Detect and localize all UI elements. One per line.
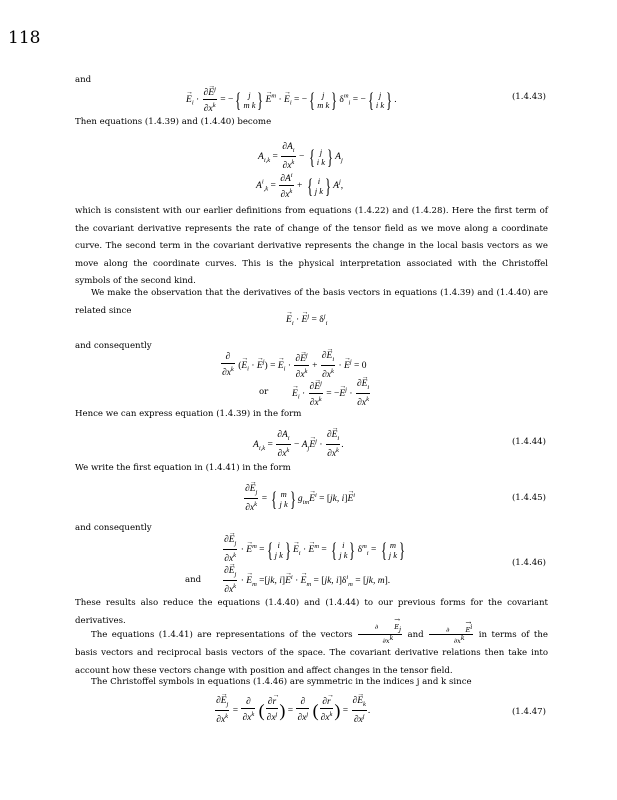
text-then: Then equations (1.4.39) and (1.4.40) become — [75, 117, 272, 127]
equation-number-45: (1.4.45) — [511, 493, 546, 503]
paragraph-symmetric: The Christoffel symbols in equations (1.4.46) are symmetric in the indices j and k since — [91, 677, 472, 687]
text-we-write: We write the first equation in (1.4.41) in the form — [75, 463, 291, 473]
equation-number-46: (1.4.46) — [511, 558, 546, 568]
equation-1-4-46-second: $\frac{\partial\to E_j}{\partial x^k}$ · → $E_m =[jk$, $i]\to E^i$ · → $E_m = [jk$, $i]\delta^i_m = [jk$, m]. — [222, 566, 390, 596]
label-and: and — [185, 575, 202, 585]
equation-product-derivative: $\frac{\partial}{\partial x^k}$ (→ $E_i$ · → $E^j$) = → $E_i$ · $\frac{\partial\to E^j}{\partial x^k}$ + $\frac{\partial\to E_i}{\partial x^k}$ · → $E^j = 0$ — [220, 350, 367, 381]
equation-1-4-46-first: $\frac{\partial\to E_j}{\partial x^k}$ · → $E^m$ ={ i j $k\}\to E_i$ · → $E^m$ = { i j k} $\delta^m_i$ = { m j k} — [222, 535, 407, 565]
equation-1-4-45: $\frac{\partial\to E_j}{\partial x^k}$ = { m j k} $g_{im}\to E^i = [jk$, $i]\to E^i$ — [243, 484, 355, 514]
paragraph-consistent: which is consistent with our earlier definitions from equations (1.4.22) and (1.4.28). Here the first term of the covariant derivative represents the rate of change of the tensor field as we move along a coordinate curve. The second term in the covariant derivative represents the change in the local basis vectors as we move along the coordinate curves. This is the physical interpretation associated with the Christoffel symbols of the second kind. — [75, 206, 548, 286]
inline-derivative-ej: $\frac{\partial\to E_j}{\partial x^k}$ — [358, 624, 402, 644]
inline-derivative-ei: $\frac{\partial\to E^i}{\partial x^k}$ — [429, 624, 473, 645]
equation-reciprocal: → $E_i$ · → $E^j = \delta^j_i$ — [286, 313, 327, 327]
text-and: and — [75, 75, 92, 85]
text-representations-b: in terms of the basis vectors and reciprocal basis vectors of the space. The covariant derivative relations then take into account how these vectors change with position and affect changes in the tensor field. — [75, 630, 548, 676]
equation-number-44: (1.4.44) — [511, 437, 546, 447]
equation-or: → $E_i$ · $\frac{\partial\to E^j}{\partial x^k}$ = −→ $E^j$ · $\frac{\partial\to E_i}{\partial x^k}$ — [292, 378, 371, 409]
equation-1-4-47: $\frac{\partial\to E_j}{\partial x^k}$ = $\frac{\partial}{\partial x^k}$ ( $\frac{\partial\to r}{\partial x^j}$ ) = $\frac{\partial}{\partial x^j}$ ( $\frac{\partial\to r}{\partial x^k}$ ) = $\frac{\partial\to E_k}{\partial x^j}$ . — [214, 696, 370, 726]
equation-number-43: (1.4.43) — [511, 92, 546, 102]
page-number: 118 — [8, 28, 41, 48]
equation-1-4-44: $A_{i,k}$ = $\frac{\partial A_i}{\partial x^k}$ − $A_j\to E^j$ · $\frac{\partial\to E_i}{\partial x^k}$ . — [253, 430, 344, 460]
label-or: or — [259, 387, 269, 397]
text-and-consequently-2: and consequently — [75, 523, 152, 533]
equation-covariant-lower: $A_{i,k}$ = $\frac{\partial A_i}{\partial x^k}$ − { j i k} $A_j$ — [258, 142, 343, 172]
text-hence: Hence we can express equation (1.4.39) in the form — [75, 409, 302, 419]
equation-covariant-upper: $A^i_{,k}$ = $\frac{\partial A^i}{\partial x^k}$ + { i j k} $A^j$, — [256, 172, 344, 201]
paragraph-results: These results also reduce the equations (1.4.40) and (1.4.44) to our previous forms for the covariant derivatives. — [75, 598, 548, 626]
equation-1-4-43: → $E_i$ · $\frac{\partial\to E^j}{\partial x^k}$ = −{ j m $k\}\to E^m$ · → $E_i$ = −{ j m k} $\delta^m_i$ = −{ j i k} . — [186, 84, 397, 115]
paragraph-observation: We make the observation that the derivatives of the basis vectors in equations (1.4.39) and (1.4.40) are related since — [75, 288, 548, 316]
equation-number-47: (1.4.47) — [511, 707, 546, 717]
paragraph-representations: The equations (1.4.41) are representations of the vectors $\frac{\partial\to E_j}{\partial x^k}$ and $\frac{\partial\to E^i}{\partial x^k}$ in terms of the basis vectors and reciprocal basis vectors of the space. The covariant derivative relations then take into account how these vectors change with position and affect changes in the tensor field. — [75, 624, 548, 680]
text-representations-a: The equations (1.4.41) are representations of the vectors — [91, 630, 353, 641]
text-and-consequently-1: and consequently — [75, 341, 152, 351]
